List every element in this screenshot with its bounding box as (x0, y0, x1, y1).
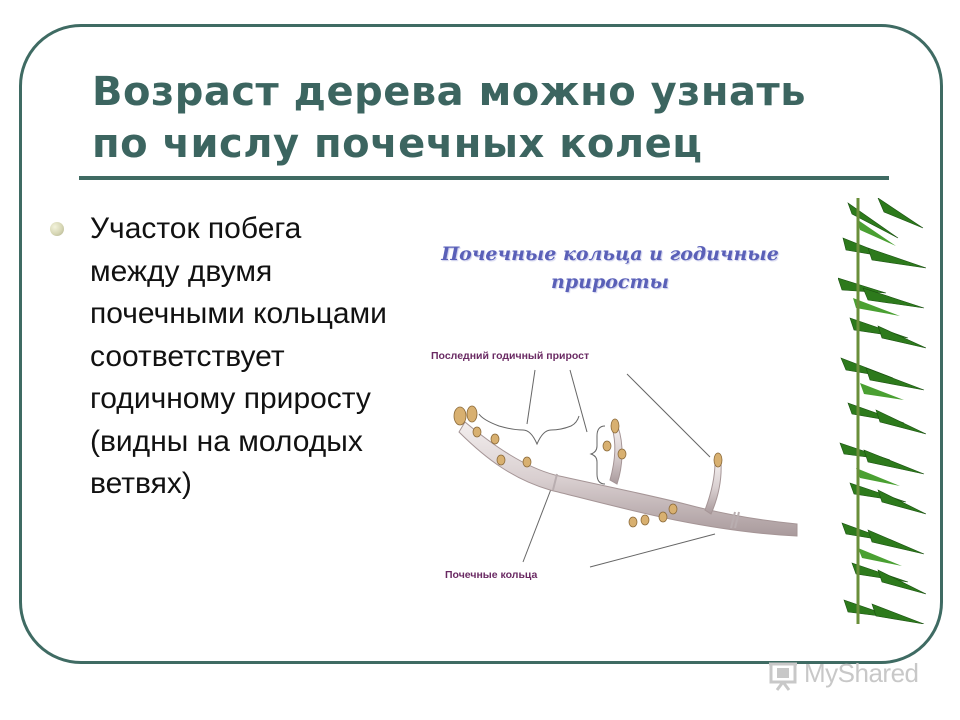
branch-illustration (405, 222, 825, 602)
title-underline (79, 176, 889, 180)
presentation-board-icon (766, 658, 800, 692)
label-bud-rings: Почечные кольца (445, 569, 538, 581)
bullet-dot-icon (50, 222, 64, 236)
figure-title: Почечные кольца и годичные приросты (441, 243, 779, 293)
slide-title (92, 66, 892, 170)
branch-figure (405, 222, 825, 602)
bamboo-leaves-decoration (838, 198, 926, 624)
title-line-2: по числу почечных колец (92, 121, 703, 167)
watermark-text: MyShared (804, 658, 919, 688)
label-last-growth: Последний годичный прирост (431, 350, 590, 362)
bullet-text: Участок побега между двумя почечными кольцами соответствует годичному приросту (видны на молодых ветвях) (90, 212, 387, 500)
title-line-1: Возраст дерева можно узнать (92, 69, 807, 115)
watermark (764, 656, 934, 692)
